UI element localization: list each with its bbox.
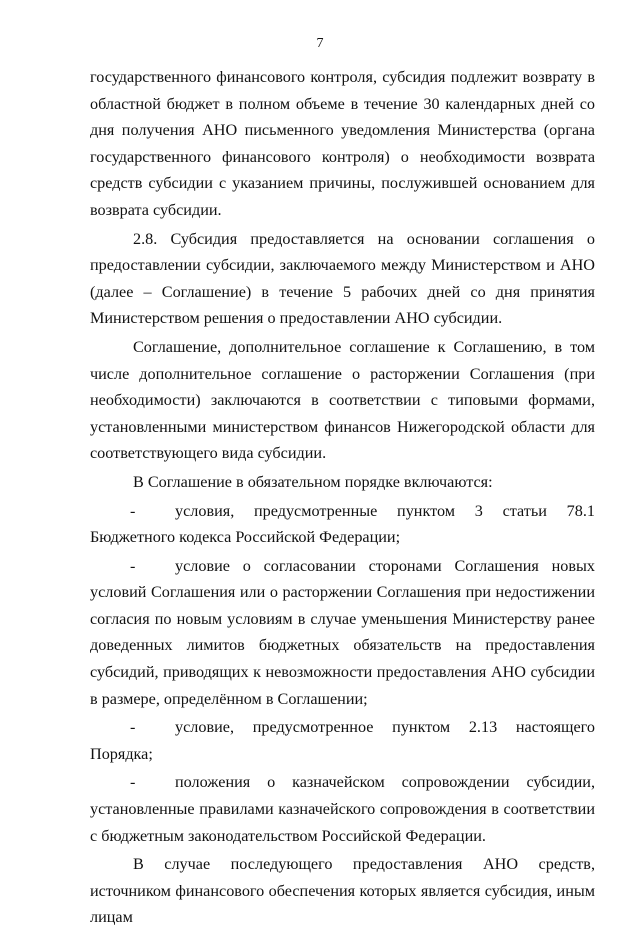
paragraph-agreement-includes: В Соглашение в обязательном порядке включаются:	[133, 472, 493, 491]
page-number: 7	[316, 36, 324, 51]
list-marker: -	[130, 773, 136, 792]
document-body	[90, 64, 595, 931]
list-marker: -	[130, 556, 136, 575]
list-item: - условие о согласовании сторонами Соглашения новых условий Соглашения или о расторжении Соглашения при недостижении согласия по новым условиям в случае уменьшения Министерству ранее доведенных лимитов бюджетных обязательств на предоставления субсидий, приводящих к невозможности предоставления АНО субсидии в размере, определённом в Соглашении;	[90, 553, 595, 713]
list-marker: -	[130, 501, 136, 520]
paragraph-2-8: 2.8. Субсидия предоставляется на основании соглашения о предоставлении субсидии, заключаемого между Министерством и АНО (далее – Соглашение) в течение 5 рабочих дней со дня принятия Министерством решения о предоставлении АНО субсидии.	[90, 229, 595, 328]
list-item: - условия, предусмотренные пунктом 3 статьи 78.1 Бюджетного кодекса Российской Федерации;	[90, 498, 595, 551]
paragraph-subsequent-provision: В случае последующего предоставления АНО средств, источником финансового обеспечения которых является субсидия, иным лицам	[90, 855, 595, 927]
paragraph-return-subsidy: государственного финансового контроля, субсидия подлежит возврату в областной бюджет в полном объеме в течение 30 календарных дней со дня получения АНО письменного уведомления Министерства (органа государственного финансового контроля) о необходимости возврата средств субсидии с указанием причины, послужившей основанием для возврата субсидии.	[90, 68, 595, 219]
list-item: - положения о казначейском сопровождении субсидии, установленные правилами казначейского сопровождения в соответствии с бюджетным законодательством Российской Федерации.	[90, 769, 595, 849]
list-item: - условие, предусмотренное пунктом 2.13 настоящего Порядка;	[90, 714, 595, 767]
paragraph-agreement-forms: Соглашение, дополнительное соглашение к Соглашению, в том числе дополнительное соглашение о расторжении Соглашения (при необходимости) заключаются в соответствии с типовыми формами, установленными министерством финансов Нижегородской области для соответствующего вида субсидии.	[90, 337, 595, 463]
list-marker: -	[130, 718, 136, 737]
